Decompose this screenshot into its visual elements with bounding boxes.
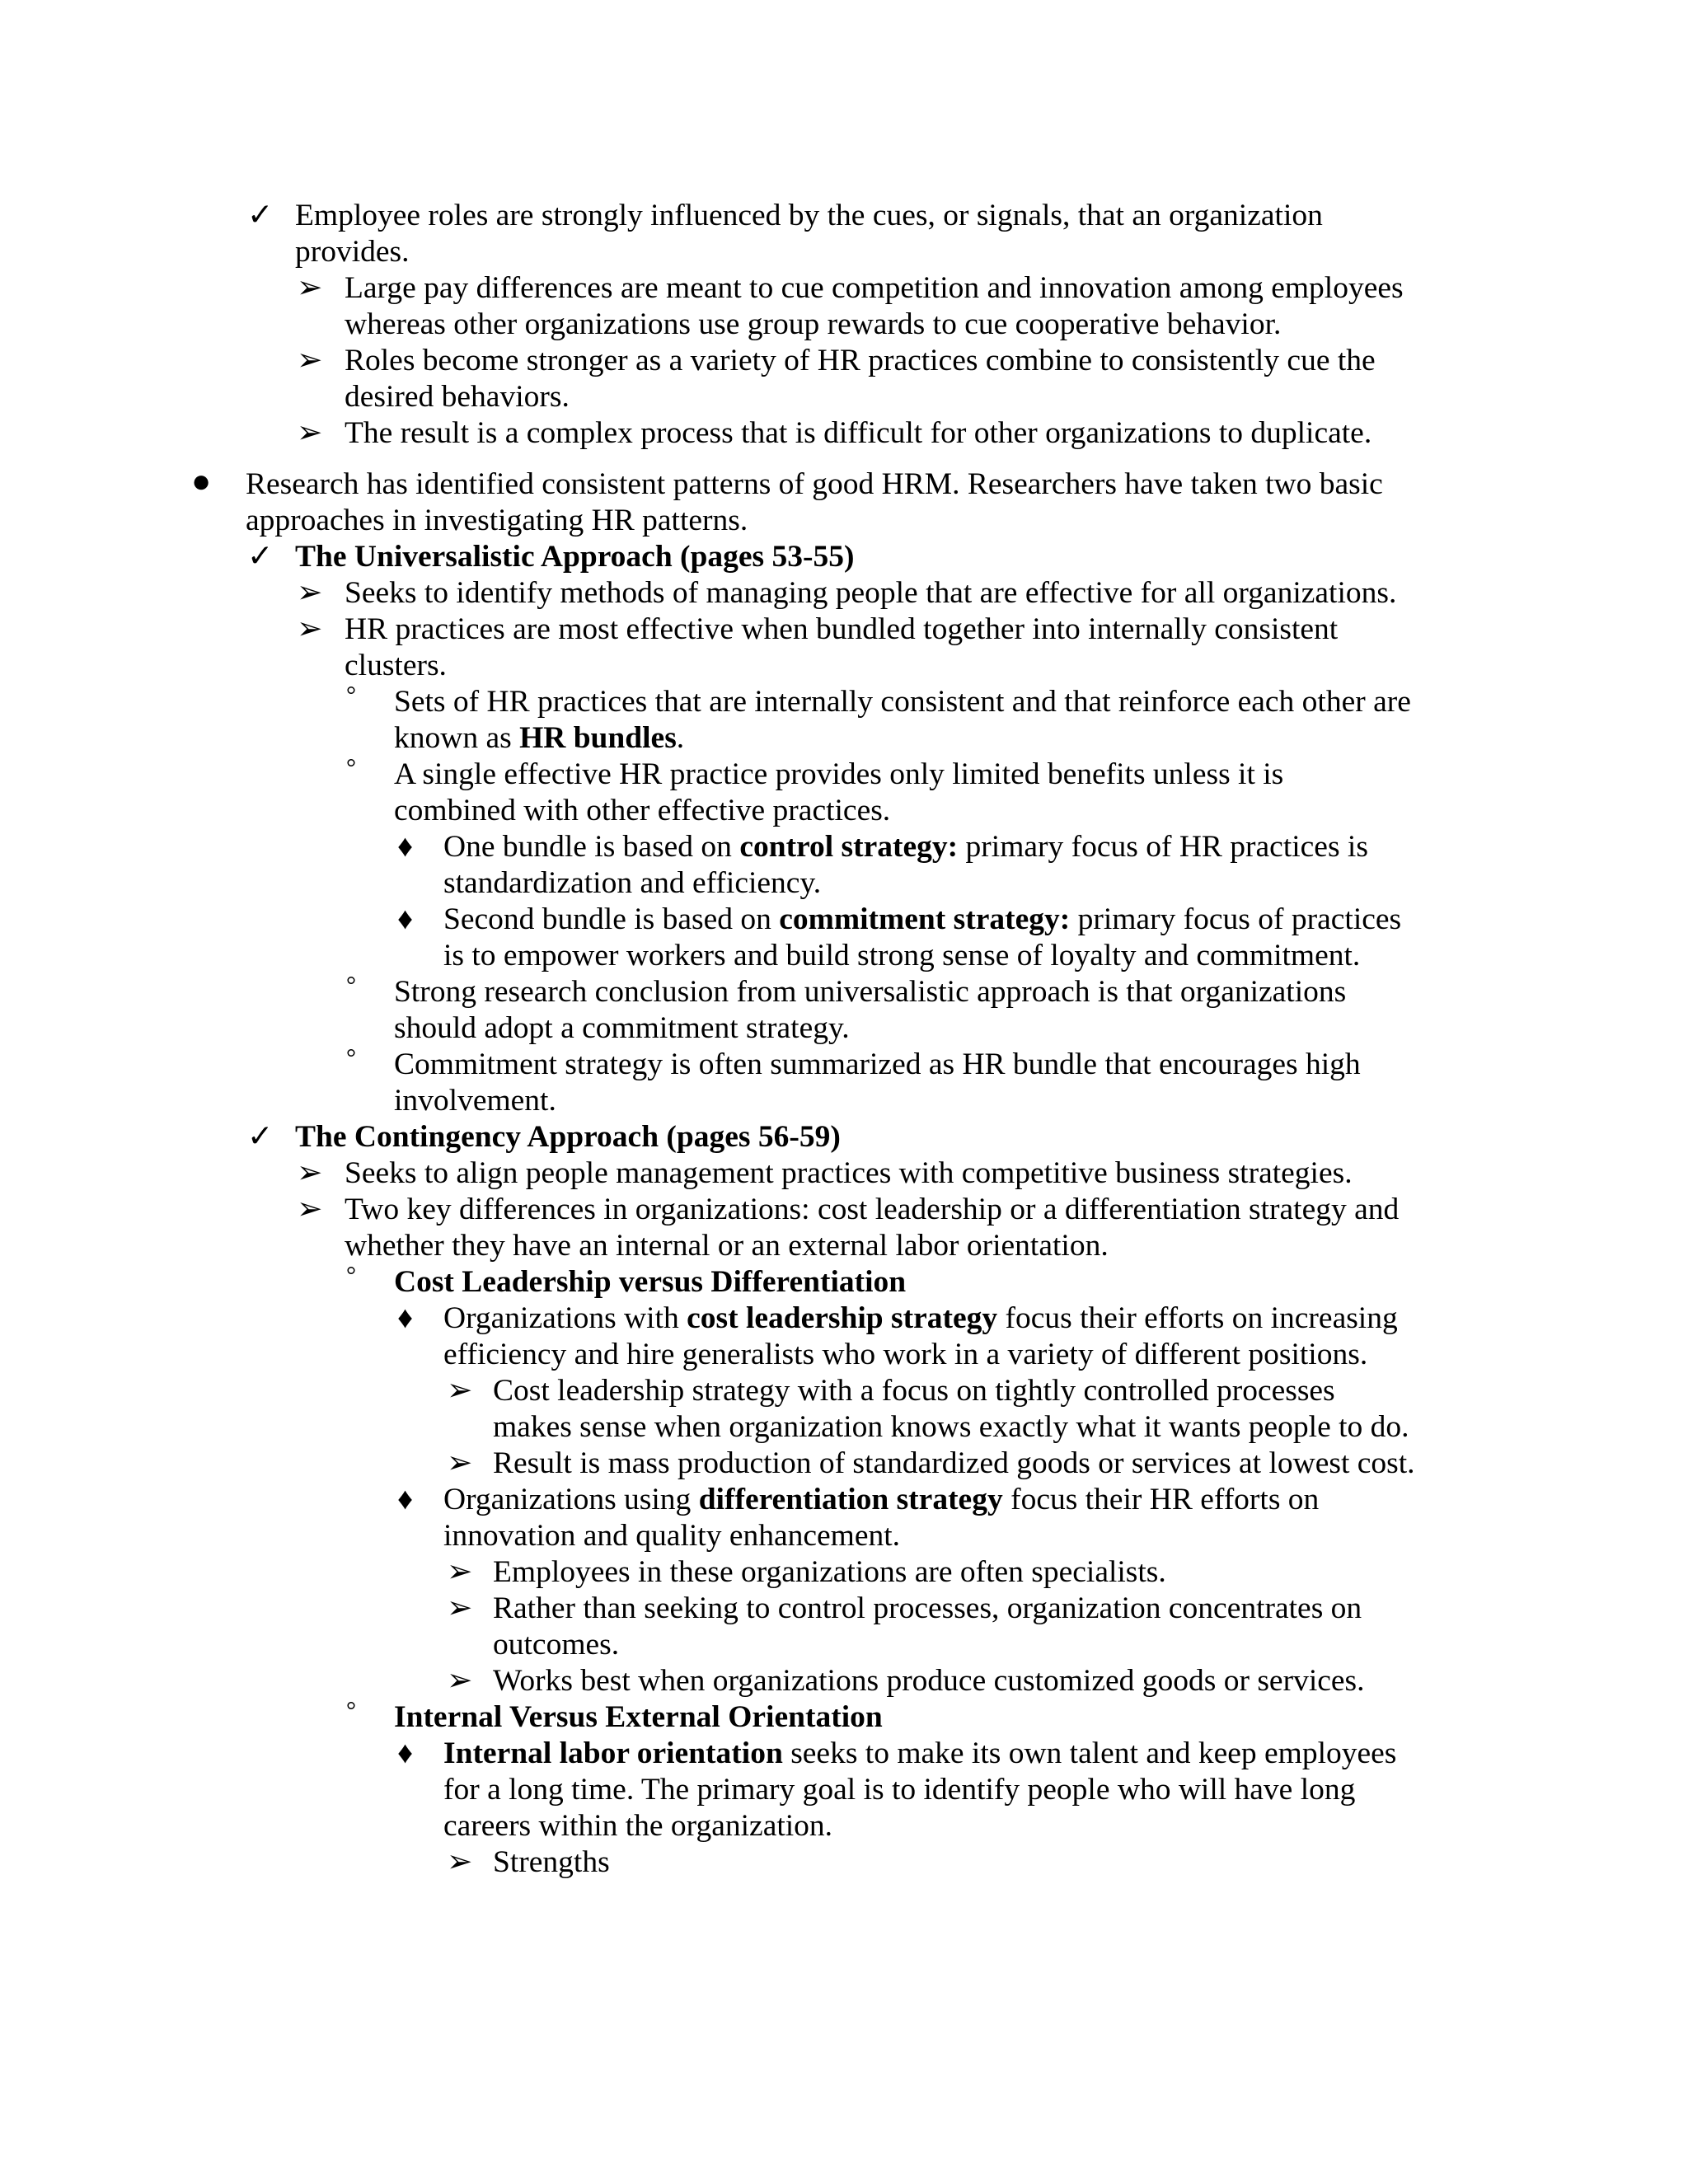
item-text: outcomes. — [493, 1628, 620, 1661]
diamond-bullet-icon: ♦ — [397, 1483, 414, 1516]
term-control-strategy: control strategy: — [739, 830, 959, 864]
item-text: careers within the organization. — [443, 1809, 833, 1843]
arrow-bullet-icon: ➢ — [447, 1845, 473, 1879]
arrow-bullet-icon: ➢ — [447, 1664, 473, 1698]
list-item-continuation — [0, 1627, 1688, 1663]
item-text: should adopt a commitment strategy. — [394, 1011, 850, 1045]
list-item-continuation — [0, 1337, 1688, 1373]
list-item — [0, 1155, 1688, 1192]
item-text: Sets of HR practices that are internally consistent and that reinforce each other are — [394, 685, 1411, 719]
degree-bullet-icon: ° — [346, 754, 356, 781]
list-item — [0, 343, 1688, 379]
list-item-continuation — [0, 1808, 1688, 1844]
list-item — [0, 612, 1688, 648]
item-text: efficiency and hire generalists who work in a variety of different positions. — [443, 1338, 1368, 1371]
list-item-continuation — [0, 1772, 1688, 1808]
item-text: clusters. — [345, 649, 447, 682]
section-heading — [0, 1119, 1688, 1155]
arrow-bullet-icon: ➢ — [447, 1374, 473, 1408]
list-item — [0, 1591, 1688, 1627]
list-item-continuation — [0, 1010, 1688, 1047]
item-text: Roles become stronger as a variety of HR practices combine to consistently cue the — [345, 344, 1376, 377]
degree-bullet-icon: ° — [346, 1697, 356, 1724]
list-item-continuation — [0, 1409, 1688, 1446]
outline-content — [0, 198, 1688, 1881]
list-item — [0, 1192, 1688, 1228]
item-text: Commitment strategy is often summarized as HR bundle that encourages high — [394, 1047, 1361, 1081]
list-item — [0, 1044, 1688, 1083]
list-item — [0, 1736, 1688, 1772]
arrow-bullet-icon: ➢ — [297, 1156, 323, 1190]
subsection-heading — [0, 1699, 1688, 1736]
arrow-bullet-icon: ➢ — [297, 271, 323, 305]
item-text: A single effective HR practice provides only limited benefits unless it is — [394, 757, 1284, 791]
checkmark-icon: ✓ — [247, 1120, 274, 1154]
item-text: Cost leadership strategy with a focus on tightly controlled processes — [493, 1374, 1335, 1408]
term-differentiation-strategy: differentiation strategy — [698, 1483, 1003, 1516]
dot-bullet-icon: ● — [191, 462, 212, 499]
arrow-bullet-icon: ➢ — [297, 576, 323, 610]
arrow-bullet-icon: ➢ — [297, 612, 323, 646]
list-item-continuation — [0, 234, 1688, 270]
item-text: Organizations using differentiation strategy focus their HR efforts on — [443, 1483, 1320, 1516]
item-text: whereas other organizations use group rewards to cue cooperative behavior. — [345, 307, 1282, 341]
item-text: innovation and quality enhancement. — [443, 1519, 901, 1553]
checkmark-icon: ✓ — [247, 540, 274, 574]
list-item — [0, 974, 1688, 1010]
subsection-heading — [0, 1264, 1688, 1301]
item-text: desired behaviors. — [345, 380, 570, 414]
checkmark-icon: ✓ — [247, 199, 274, 232]
diamond-bullet-icon: ♦ — [397, 1301, 414, 1335]
item-text: Employee roles are strongly influenced by the cues, or signals, that an organization — [295, 199, 1323, 232]
item-text: Employees in these organizations are often specialists. — [493, 1555, 1166, 1589]
item-text: Seeks to align people management practices with competitive business strategies. — [345, 1156, 1353, 1190]
term-cost-leadership-strategy: cost leadership strategy — [687, 1301, 998, 1335]
item-text: combined with other effective practices. — [394, 794, 891, 827]
item-text: makes sense when organization knows exactly what it wants people to do. — [493, 1410, 1409, 1444]
list-item — [0, 1301, 1688, 1337]
list-item-continuation — [0, 307, 1688, 343]
heading-text: The Universalistic Approach (pages 53-55) — [295, 540, 855, 574]
item-text: HR practices are most effective when bundled together into internally consistent — [345, 612, 1339, 646]
list-item — [0, 198, 1688, 234]
heading-text: Internal Versus External Orientation — [394, 1700, 883, 1734]
degree-bullet-icon: ° — [346, 972, 356, 999]
degree-bullet-icon: ° — [346, 682, 356, 709]
item-text: Seeks to identify methods of managing people that are effective for all organizations. — [345, 576, 1397, 610]
arrow-bullet-icon: ➢ — [447, 1446, 473, 1480]
list-item — [0, 462, 1688, 503]
item-text: Works best when organizations produce customized goods or services. — [493, 1664, 1365, 1698]
list-item-continuation — [0, 865, 1688, 902]
term-hr-bundles: HR bundles — [519, 721, 677, 755]
list-item-continuation — [0, 938, 1688, 974]
list-item-continuation — [0, 1083, 1688, 1119]
item-text: whether they have an internal or an external labor orientation. — [345, 1229, 1109, 1263]
list-item — [0, 1844, 1688, 1881]
list-item — [0, 829, 1688, 865]
arrow-bullet-icon: ➢ — [297, 344, 323, 377]
item-text: provides. — [295, 235, 410, 269]
list-item — [0, 575, 1688, 612]
list-item-continuation — [0, 1518, 1688, 1554]
arrow-bullet-icon: ➢ — [297, 416, 323, 450]
list-item — [0, 1373, 1688, 1409]
term-commitment-strategy: commitment strategy: — [779, 902, 1071, 936]
arrow-bullet-icon: ➢ — [447, 1555, 473, 1589]
list-item — [0, 684, 1688, 720]
item-text: for a long time. The primary goal is to identify people who will have long — [443, 1773, 1356, 1807]
item-text: The result is a complex process that is difficult for other organizations to duplicate. — [345, 416, 1372, 450]
item-text: approaches in investigating HR patterns. — [246, 504, 748, 537]
item-text: standardization and efficiency. — [443, 866, 822, 900]
item-text: Two key differences in organizations: cost leadership or a differentiation strategy and — [345, 1193, 1400, 1226]
item-text: Strong research conclusion from universalistic approach is that organizations — [394, 975, 1347, 1009]
list-item — [0, 1554, 1688, 1591]
list-item-continuation — [0, 793, 1688, 829]
diamond-bullet-icon: ♦ — [397, 830, 414, 864]
section-heading — [0, 539, 1688, 575]
item-text: Internal labor orientation seeks to make its own talent and keep employees — [443, 1736, 1397, 1770]
list-item-continuation — [0, 379, 1688, 415]
list-item-continuation — [0, 720, 1688, 757]
list-item-continuation — [0, 503, 1688, 539]
list-item — [0, 1482, 1688, 1518]
list-item — [0, 270, 1688, 307]
list-item-continuation — [0, 1228, 1688, 1264]
item-text: Rather than seeking to control processes, organization concentrates on — [493, 1591, 1362, 1625]
degree-bullet-icon: ° — [346, 1044, 356, 1071]
item-text: Strengths — [493, 1845, 610, 1879]
list-item — [0, 754, 1688, 793]
diamond-bullet-icon: ♦ — [397, 1736, 414, 1770]
term-internal-labor-orientation: Internal labor orientation — [443, 1736, 783, 1770]
item-text: One bundle is based on control strategy: primary focus of HR practices is — [443, 830, 1368, 864]
list-item — [0, 902, 1688, 938]
diamond-bullet-icon: ♦ — [397, 902, 414, 936]
item-text: is to empower workers and build strong sense of loyalty and commitment. — [443, 939, 1361, 972]
item-text: Second bundle is based on commitment strategy: primary focus of practices — [443, 902, 1402, 936]
item-text: involvement. — [394, 1084, 556, 1118]
heading-text: Cost Leadership versus Differentiation — [394, 1265, 907, 1299]
item-text: Large pay differences are meant to cue competition and innovation among employees — [345, 271, 1404, 305]
item-text: Research has identified consistent patterns of good HRM. Researchers have taken two basic — [246, 467, 1383, 501]
degree-bullet-icon: ° — [346, 1262, 356, 1289]
heading-text: The Contingency Approach (pages 56-59) — [295, 1120, 841, 1154]
list-item — [0, 1446, 1688, 1482]
list-item — [0, 415, 1688, 452]
item-text: Result is mass production of standardized goods or services at lowest cost. — [493, 1446, 1415, 1480]
list-item — [0, 1663, 1688, 1699]
item-text: Organizations with cost leadership strategy focus their efforts on increasing — [443, 1301, 1398, 1335]
arrow-bullet-icon: ➢ — [297, 1193, 323, 1226]
item-text: known as HR bundles. — [394, 721, 685, 755]
arrow-bullet-icon: ➢ — [447, 1591, 473, 1625]
list-item-continuation — [0, 648, 1688, 684]
